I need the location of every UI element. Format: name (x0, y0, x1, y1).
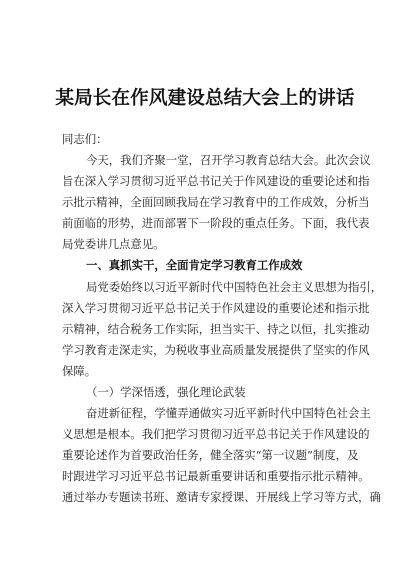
paragraph-line: 示批示精神，全面回顾我局在学习教育中的工作成效，分析当 (62, 195, 370, 209)
paragraph-line: 重要论述作为首要政治任务，健全落实“第一议题”制度，及 (62, 448, 359, 462)
paragraph-line: 旨在深入学习贯彻习近平总书记关于作风建设的重要论述和指 (62, 174, 370, 188)
paragraph-line: 前面临的形势，进而部署下一阶段的重点任务。下面，我代表 (62, 216, 370, 230)
paragraph-line: 时跟进学习习近平总书记最新重要讲话和重要指示批示精神。 (62, 469, 370, 483)
paragraph-line: 局党委讲几点意见。 (62, 237, 165, 251)
subsection-heading: （一）学深悟透，强化理论武装 (86, 385, 246, 399)
document-title: 某局长在作风建设总结大会上的讲话 (55, 88, 355, 109)
paragraph-line: 奋进新征程，学懂弄通做实习近平新时代中国特色社会主 (86, 406, 371, 420)
section-heading: 一、真抓实干，全面肯定学习教育工作成效 (86, 258, 303, 272)
paragraph-line: 学习教育走深走实，为税收事业高质量发展提供了坚实的作风 (62, 343, 370, 357)
paragraph-line: 深入学习贯彻习近平总书记关于作风建设的重要论述和指示批 (62, 301, 370, 315)
paragraph-line: 通过举办专题读书班、邀请专家授课、开展线上学习等方式，确 (62, 490, 381, 504)
paragraph-line: 示精神，结合税务工作实际，担当实干、持之以恒，扎实推动 (62, 322, 370, 336)
paragraph-line: 保障。 (62, 364, 97, 378)
paragraph-line: 今天，我们齐聚一堂，召开学习教育总结大会。此次会议 (86, 153, 371, 167)
paragraph-line: 局党委始终以习近平新时代中国特色社会主义思想为指引， (86, 280, 383, 294)
paragraph-line: 义思想是根本。我们把学习贯彻习近平总书记关于作风建设的 (62, 427, 370, 441)
salutation: 同志们： (62, 132, 108, 146)
